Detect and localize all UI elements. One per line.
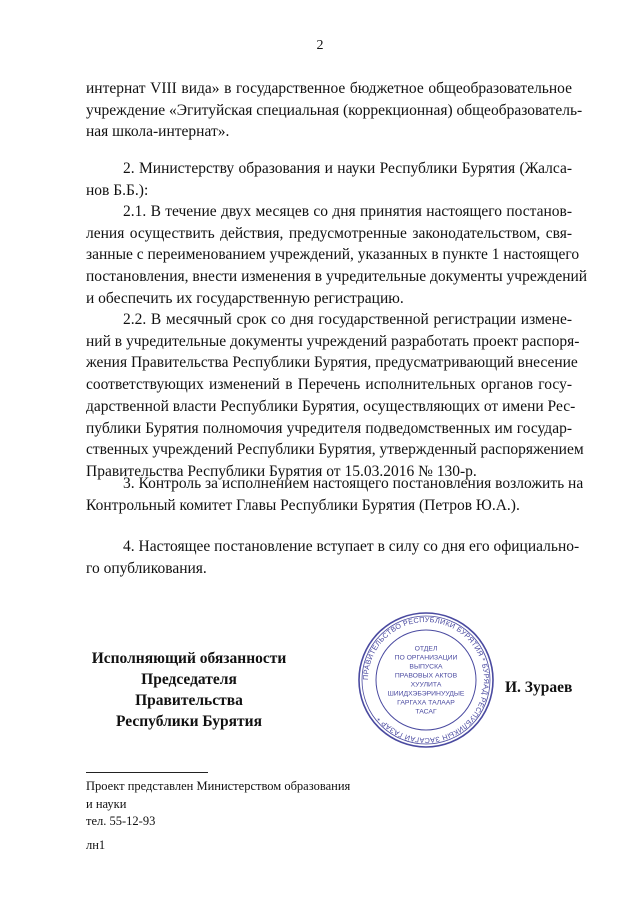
text-line: занные с переименованием учреждений, указанных в пункте 1 настоящего (86, 246, 580, 264)
signatory-name: И. Зураев (505, 679, 573, 696)
seal-center-text: ХУУЛИТА (410, 681, 442, 689)
seal-center-text: ГАРГАХА ТАЛААР (397, 699, 455, 707)
text-line: интернат VIII вида» в государственное бюджетное общеобразовательное (86, 80, 572, 97)
footer-line: тел. 55-12-93 (86, 814, 156, 828)
paragraph-item-2-1 (86, 201, 588, 310)
paragraph-item-4 (86, 536, 580, 579)
text-line: и обеспечить их государственную регистрацию. (86, 289, 404, 307)
seal-center-text: ПРАВОВЫХ АКТОВ (394, 672, 458, 680)
footer-divider (86, 772, 208, 773)
paragraph-item-2 (86, 158, 572, 201)
text-line: постановления, внести изменения в учредительные документы учреждений (86, 268, 588, 286)
text-line: учреждение «Эгитуйская специальная (коррекционная) общеобразователь- (86, 101, 583, 119)
text-line: 2.1. В течение двух месяцев со дня принятия настоящего постанов- (123, 203, 572, 220)
text-line: 2.2. В месячный срок со дня государственной регистрации измене- (123, 311, 572, 328)
text-line: го опубликования. (86, 559, 207, 577)
footer-line: и науки (86, 796, 127, 811)
text-line: соответствующих изменений в Перечень исполнительных органов госу- (86, 376, 572, 394)
signatory-position-line: Республики Бурятия (116, 713, 262, 730)
footer-line: Проект представлен Министерством образования (86, 779, 351, 793)
seal-center-text: ТАСАГ (415, 708, 437, 716)
seal-center-text: ШИИДХЭБЭРИНУУДЫЕ (387, 690, 465, 698)
text-line: ний в учредительные документы учреждений разработать проект распоря- (86, 332, 580, 350)
text-line: Контрольный комитет Главы Республики Бурятия (Петров Ю.А.). (86, 496, 520, 514)
text-line: жения Правительства Республики Бурятия, предусматривающий внесение (86, 354, 578, 372)
text-line: 2. Министерству образования и науки Республики Бурятия (Жалса- (123, 160, 572, 177)
text-line: дарственной власти Республики Бурятия, осуществляющих от имени Рес- (86, 397, 576, 415)
text-line: 4. Настоящее постановление вступает в силу со дня его официально- (123, 538, 580, 555)
signatory-position-line: Председателя Правительства (135, 671, 243, 709)
signatory-position (86, 648, 292, 732)
paragraph-item-2-2 (86, 309, 584, 483)
text-line: ная школа-интернат». (86, 123, 230, 141)
text-line: Правительства Республики Бурятия от 15.03.2016 № 130-р. (86, 462, 477, 480)
seal-center-text: ОТДЕЛ (414, 645, 438, 653)
text-line: публики Бурятия полномочия учредителя подведомственных им государ- (86, 419, 572, 437)
text-line: 3. Контроль за исполнением настоящего постановления возложить на (123, 475, 584, 492)
seal-center-text: ПО ОРГАНИЗАЦИИ (394, 654, 458, 662)
official-seal-stamp (356, 610, 496, 750)
text-line: ления осуществить действия, предусмотренные законодательством, свя- (86, 224, 572, 242)
text-line: нов Б.Б.): (86, 181, 149, 199)
document-code: лн1 (86, 838, 106, 852)
paragraph-item-3 (86, 473, 584, 516)
seal-ring-text: ПРАВИТЕЛЬСТВО РЕСПУБЛИКИ БУРЯТИЯ * БУРЯАД РЕСПУБЛИКЫН ЗАСАГАЙ ГАЗАР * (360, 614, 492, 746)
page-number: 2 (316, 38, 324, 53)
signatory-position-line: Исполняющий обязанности (91, 650, 287, 667)
seal-center-text: ВЫПУСКА (409, 663, 443, 671)
paragraph-school-renaming (86, 78, 583, 143)
text-line: ственных учреждений Республики Бурятия, утвержденный распоряжением (86, 441, 584, 459)
footer-note (86, 778, 350, 831)
